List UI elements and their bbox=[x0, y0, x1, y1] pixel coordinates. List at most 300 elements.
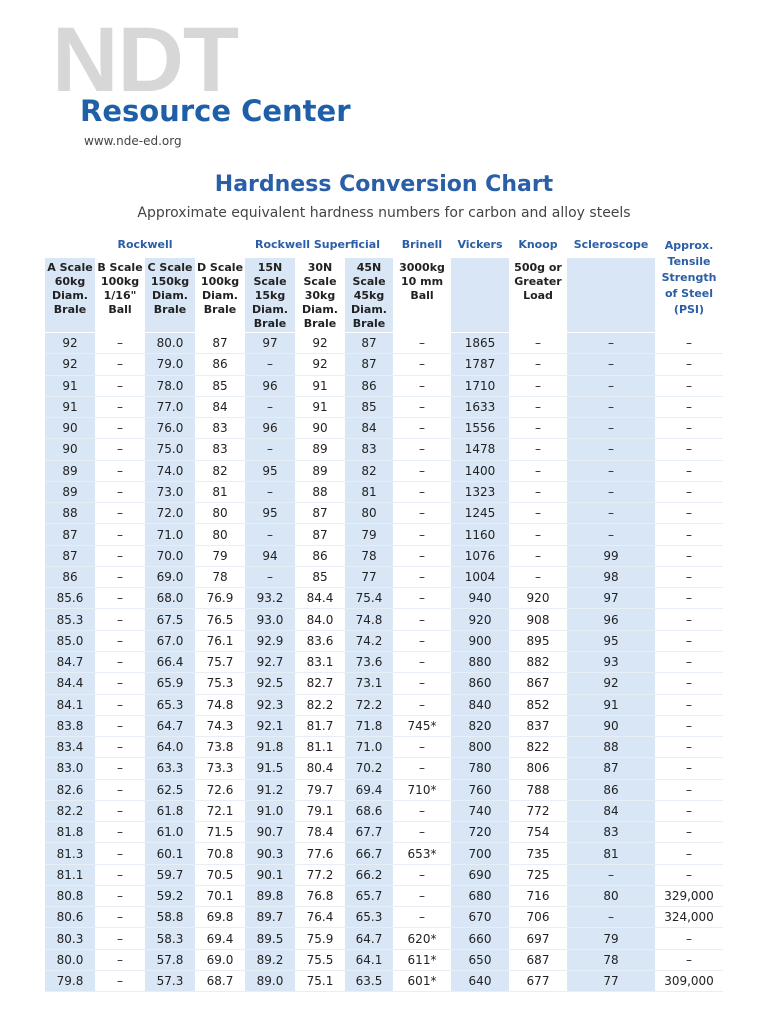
table-row bbox=[45, 566, 723, 587]
table-cell: 87 bbox=[45, 524, 95, 545]
col-header-45n-scale: 45N Scale 45kg Diam. Brale bbox=[345, 258, 393, 332]
table-row bbox=[45, 779, 723, 800]
table-cell: 81 bbox=[345, 481, 393, 502]
table-cell: 77.6 bbox=[295, 843, 345, 864]
table-cell: 611* bbox=[393, 949, 451, 970]
table-row bbox=[45, 737, 723, 758]
table-cell: – bbox=[393, 460, 451, 481]
table-cell: 96 bbox=[245, 418, 295, 439]
table-cell: 69.4 bbox=[345, 779, 393, 800]
table-cell: – bbox=[509, 333, 567, 354]
table-cell: – bbox=[509, 566, 567, 587]
table-row bbox=[45, 460, 723, 481]
table-cell: 58.8 bbox=[145, 907, 195, 928]
table-cell: – bbox=[509, 375, 567, 396]
table-cell: 83 bbox=[195, 418, 245, 439]
table-cell: 78 bbox=[567, 949, 655, 970]
table-cell: 754 bbox=[509, 822, 567, 843]
table-cell: – bbox=[95, 737, 145, 758]
table-cell: 82.7 bbox=[295, 673, 345, 694]
table-cell: 78.4 bbox=[295, 822, 345, 843]
table-cell: 697 bbox=[509, 928, 567, 949]
table-cell: – bbox=[95, 694, 145, 715]
table-cell: 79.8 bbox=[45, 970, 95, 991]
table-cell: 64.0 bbox=[145, 737, 195, 758]
table-cell: 83 bbox=[567, 822, 655, 843]
table-cell: 72.0 bbox=[145, 503, 195, 524]
table-cell: 88 bbox=[295, 481, 345, 502]
table-cell: – bbox=[95, 651, 145, 672]
table-cell: 87 bbox=[45, 545, 95, 566]
table-cell: 70.2 bbox=[345, 758, 393, 779]
table-cell: 81.8 bbox=[45, 822, 95, 843]
table-cell: 84.7 bbox=[45, 651, 95, 672]
group-rockwell-superficial: Rockwell Superficial bbox=[254, 238, 380, 251]
table-cell: – bbox=[95, 439, 145, 460]
table-cell: 86 bbox=[295, 545, 345, 566]
table-row bbox=[45, 418, 723, 439]
table-cell: 92 bbox=[295, 333, 345, 354]
table-cell: 1323 bbox=[451, 481, 509, 502]
table-cell: 85.6 bbox=[45, 588, 95, 609]
table-cell: 85.0 bbox=[45, 630, 95, 651]
table-cell: 860 bbox=[451, 673, 509, 694]
table-cell: 89 bbox=[45, 481, 95, 502]
table-cell: 1400 bbox=[451, 460, 509, 481]
table-cell: 74.8 bbox=[345, 609, 393, 630]
table-cell: 77.2 bbox=[295, 864, 345, 885]
table-cell: 83 bbox=[195, 439, 245, 460]
table-cell: – bbox=[393, 375, 451, 396]
table-cell: 1160 bbox=[451, 524, 509, 545]
table-row bbox=[45, 481, 723, 502]
table-cell: 745* bbox=[393, 715, 451, 736]
table-cell: – bbox=[655, 758, 723, 779]
table-cell: 81 bbox=[195, 481, 245, 502]
table-cell: 77 bbox=[345, 566, 393, 587]
table-cell: – bbox=[655, 333, 723, 354]
table-cell: – bbox=[95, 375, 145, 396]
table-cell: 90 bbox=[295, 418, 345, 439]
table-cell: 93 bbox=[567, 651, 655, 672]
table-cell: 85 bbox=[295, 566, 345, 587]
group-brinell: Brinell bbox=[401, 238, 443, 251]
table-cell: 91.2 bbox=[245, 779, 295, 800]
table-cell: 1710 bbox=[451, 375, 509, 396]
table-cell: 98 bbox=[567, 566, 655, 587]
table-cell: 92.3 bbox=[245, 694, 295, 715]
table-cell: 80.6 bbox=[45, 907, 95, 928]
table-cell: – bbox=[655, 566, 723, 587]
table-cell: 79 bbox=[345, 524, 393, 545]
table-cell: 69.8 bbox=[195, 907, 245, 928]
table-row bbox=[45, 545, 723, 566]
table-cell: 75.1 bbox=[295, 970, 345, 991]
table-cell: 79 bbox=[567, 928, 655, 949]
table-row bbox=[45, 503, 723, 524]
table-cell: 690 bbox=[451, 864, 509, 885]
table-cell: 80.8 bbox=[45, 885, 95, 906]
table-cell: – bbox=[245, 439, 295, 460]
table-row bbox=[45, 396, 723, 417]
site-url[interactable]: www.nde-ed.org bbox=[84, 134, 182, 148]
table-cell: 66.7 bbox=[345, 843, 393, 864]
table-cell: 80 bbox=[195, 503, 245, 524]
table-cell: 90 bbox=[567, 715, 655, 736]
table-cell: 837 bbox=[509, 715, 567, 736]
table-cell: – bbox=[567, 354, 655, 375]
table-cell: 75.9 bbox=[295, 928, 345, 949]
table-cell: 64.7 bbox=[145, 715, 195, 736]
table-cell: – bbox=[95, 481, 145, 502]
col-header-scleroscope bbox=[567, 258, 655, 332]
table-cell: 92 bbox=[567, 673, 655, 694]
table-cell: – bbox=[95, 949, 145, 970]
table-cell: – bbox=[655, 418, 723, 439]
table-cell: 1865 bbox=[451, 333, 509, 354]
table-cell: 86 bbox=[345, 375, 393, 396]
table-cell: – bbox=[655, 630, 723, 651]
table-cell: 83.6 bbox=[295, 630, 345, 651]
table-cell: 84.1 bbox=[45, 694, 95, 715]
table-cell: 68.0 bbox=[145, 588, 195, 609]
table-cell: 60.1 bbox=[145, 843, 195, 864]
table-cell: 73.0 bbox=[145, 481, 195, 502]
hardness-table bbox=[45, 333, 723, 992]
table-cell: 1004 bbox=[451, 566, 509, 587]
table-cell: – bbox=[95, 460, 145, 481]
table-cell: 1478 bbox=[451, 439, 509, 460]
table-cell: 83.0 bbox=[45, 758, 95, 779]
table-cell: 75.4 bbox=[345, 588, 393, 609]
table-cell: 720 bbox=[451, 822, 509, 843]
table-cell: – bbox=[567, 907, 655, 928]
table-cell: – bbox=[655, 822, 723, 843]
table-cell: 840 bbox=[451, 694, 509, 715]
table-cell: – bbox=[655, 673, 723, 694]
table-cell: – bbox=[567, 375, 655, 396]
table-cell: – bbox=[393, 630, 451, 651]
table-cell: 67.0 bbox=[145, 630, 195, 651]
table-cell: 89.5 bbox=[245, 928, 295, 949]
table-row bbox=[45, 758, 723, 779]
table-cell: – bbox=[95, 715, 145, 736]
table-cell: 86 bbox=[45, 566, 95, 587]
table-cell: 80.0 bbox=[45, 949, 95, 970]
table-cell: 92.1 bbox=[245, 715, 295, 736]
table-cell: 72.2 bbox=[345, 694, 393, 715]
table-cell: 73.1 bbox=[345, 673, 393, 694]
table-cell: 81.3 bbox=[45, 843, 95, 864]
table-cell: – bbox=[95, 779, 145, 800]
table-cell: 650 bbox=[451, 949, 509, 970]
table-cell: 68.6 bbox=[345, 800, 393, 821]
table-cell: 57.8 bbox=[145, 949, 195, 970]
table-cell: 96 bbox=[245, 375, 295, 396]
table-cell: 620* bbox=[393, 928, 451, 949]
table-cell: – bbox=[393, 822, 451, 843]
table-cell: 97 bbox=[567, 588, 655, 609]
table-cell: 82 bbox=[345, 460, 393, 481]
table-cell: 710* bbox=[393, 779, 451, 800]
table-cell: – bbox=[655, 396, 723, 417]
table-cell: 67.7 bbox=[345, 822, 393, 843]
table-cell: – bbox=[95, 333, 145, 354]
table-cell: 78 bbox=[345, 545, 393, 566]
table-cell: 820 bbox=[451, 715, 509, 736]
table-cell: 92 bbox=[45, 333, 95, 354]
table-cell: 806 bbox=[509, 758, 567, 779]
table-cell: 79.7 bbox=[295, 779, 345, 800]
table-row bbox=[45, 588, 723, 609]
group-scleroscope: Scleroscope bbox=[573, 238, 649, 251]
table-cell: 867 bbox=[509, 673, 567, 694]
table-cell: – bbox=[655, 864, 723, 885]
table-cell: 90.1 bbox=[245, 864, 295, 885]
table-cell: 800 bbox=[451, 737, 509, 758]
table-row bbox=[45, 354, 723, 375]
table-cell: – bbox=[655, 503, 723, 524]
table-cell: 81 bbox=[567, 843, 655, 864]
table-cell: 89 bbox=[295, 460, 345, 481]
table-cell: 65.3 bbox=[345, 907, 393, 928]
table-cell: – bbox=[95, 673, 145, 694]
table-cell: 80 bbox=[195, 524, 245, 545]
table-cell: – bbox=[655, 928, 723, 949]
table-cell: 90 bbox=[45, 439, 95, 460]
table-cell: 84 bbox=[567, 800, 655, 821]
table-cell: 65.7 bbox=[345, 885, 393, 906]
group-rockwell: Rockwell bbox=[117, 238, 173, 251]
table-cell: – bbox=[655, 800, 723, 821]
table-cell: 687 bbox=[509, 949, 567, 970]
table-cell: 68.7 bbox=[195, 970, 245, 991]
table-cell: 87 bbox=[295, 524, 345, 545]
table-cell: 88 bbox=[45, 503, 95, 524]
table-row bbox=[45, 524, 723, 545]
table-cell: 93.2 bbox=[245, 588, 295, 609]
table-cell: 91 bbox=[295, 396, 345, 417]
table-cell: 91.0 bbox=[245, 800, 295, 821]
table-cell: – bbox=[567, 396, 655, 417]
table-cell: 88 bbox=[567, 737, 655, 758]
col-header-d-scale: D Scale 100kg Diam. Brale bbox=[196, 261, 244, 316]
col-header-vickers bbox=[451, 258, 509, 332]
table-cell: 57.3 bbox=[145, 970, 195, 991]
table-cell: 74.2 bbox=[345, 630, 393, 651]
table-cell: – bbox=[509, 524, 567, 545]
table-cell: – bbox=[95, 928, 145, 949]
table-cell: – bbox=[655, 609, 723, 630]
table-cell: 80.0 bbox=[145, 333, 195, 354]
table-cell: 940 bbox=[451, 588, 509, 609]
table-cell: 76.5 bbox=[195, 609, 245, 630]
table-cell: 99 bbox=[567, 545, 655, 566]
table-row bbox=[45, 439, 723, 460]
table-cell: 95 bbox=[245, 503, 295, 524]
table-cell: – bbox=[567, 418, 655, 439]
table-cell: 87 bbox=[345, 354, 393, 375]
table-cell: – bbox=[393, 566, 451, 587]
col-header-a-scale: A Scale 60kg Diam. Brale bbox=[45, 258, 95, 332]
table-cell: – bbox=[393, 609, 451, 630]
table-cell: 77.0 bbox=[145, 396, 195, 417]
table-cell: 83 bbox=[345, 439, 393, 460]
table-cell: 93.0 bbox=[245, 609, 295, 630]
table-cell: 920 bbox=[509, 588, 567, 609]
table-cell: 70.8 bbox=[195, 843, 245, 864]
table-cell: – bbox=[655, 460, 723, 481]
table-cell: 900 bbox=[451, 630, 509, 651]
table-cell: – bbox=[509, 503, 567, 524]
table-cell: 74.8 bbox=[195, 694, 245, 715]
table-cell: – bbox=[393, 354, 451, 375]
table-cell: 76.4 bbox=[295, 907, 345, 928]
table-cell: 71.8 bbox=[345, 715, 393, 736]
table-cell: 86 bbox=[567, 779, 655, 800]
table-cell: 96 bbox=[567, 609, 655, 630]
table-cell: 92 bbox=[45, 354, 95, 375]
col-header-knoop: 500g or Greater Load bbox=[514, 261, 562, 302]
table-cell: 85.3 bbox=[45, 609, 95, 630]
table-cell: – bbox=[95, 396, 145, 417]
table-cell: – bbox=[95, 524, 145, 545]
table-cell: 772 bbox=[509, 800, 567, 821]
table-row bbox=[45, 715, 723, 736]
table-cell: 882 bbox=[509, 651, 567, 672]
table-cell: 81.1 bbox=[295, 737, 345, 758]
table-cell: 94 bbox=[245, 545, 295, 566]
table-cell: 601* bbox=[393, 970, 451, 991]
table-cell: – bbox=[567, 481, 655, 502]
table-cell: – bbox=[393, 907, 451, 928]
table-cell: – bbox=[95, 630, 145, 651]
table-cell: 74.3 bbox=[195, 715, 245, 736]
table-cell: – bbox=[95, 609, 145, 630]
table-cell: 81.1 bbox=[45, 864, 95, 885]
table-cell: 92.5 bbox=[245, 673, 295, 694]
table-cell: 880 bbox=[451, 651, 509, 672]
table-cell: 1556 bbox=[451, 418, 509, 439]
table-cell: 64.7 bbox=[345, 928, 393, 949]
table-cell: – bbox=[655, 737, 723, 758]
table-cell: 908 bbox=[509, 609, 567, 630]
table-cell: – bbox=[567, 333, 655, 354]
table-cell: – bbox=[567, 864, 655, 885]
table-cell: – bbox=[655, 843, 723, 864]
table-cell: 80.3 bbox=[45, 928, 95, 949]
table-cell: – bbox=[393, 673, 451, 694]
table-cell: 1076 bbox=[451, 545, 509, 566]
table-cell: – bbox=[655, 481, 723, 502]
table-cell: 79.1 bbox=[295, 800, 345, 821]
table-cell: 725 bbox=[509, 864, 567, 885]
table-cell: 92.7 bbox=[245, 651, 295, 672]
table-row bbox=[45, 907, 723, 928]
table-cell: 84.0 bbox=[295, 609, 345, 630]
table-cell: 760 bbox=[451, 779, 509, 800]
table-row bbox=[45, 651, 723, 672]
table-cell: 89.8 bbox=[245, 885, 295, 906]
table-cell: 72.1 bbox=[195, 800, 245, 821]
table-cell: – bbox=[95, 864, 145, 885]
table-cell: 90.3 bbox=[245, 843, 295, 864]
table-cell: 700 bbox=[451, 843, 509, 864]
table-cell: 77 bbox=[567, 970, 655, 991]
table-cell: – bbox=[95, 588, 145, 609]
table-cell: 780 bbox=[451, 758, 509, 779]
table-cell: 74.0 bbox=[145, 460, 195, 481]
table-cell: – bbox=[509, 354, 567, 375]
table-cell: – bbox=[655, 949, 723, 970]
table-cell: – bbox=[245, 354, 295, 375]
table-cell: – bbox=[393, 524, 451, 545]
table-cell: 83.8 bbox=[45, 715, 95, 736]
table-cell: – bbox=[567, 503, 655, 524]
table-cell: – bbox=[655, 779, 723, 800]
table-cell: 84 bbox=[195, 396, 245, 417]
page-title: Hardness Conversion Chart bbox=[214, 172, 554, 197]
table-cell: – bbox=[655, 694, 723, 715]
table-cell: – bbox=[95, 885, 145, 906]
table-cell: – bbox=[95, 970, 145, 991]
table-cell: 91 bbox=[45, 375, 95, 396]
logo-ndt-text: NDT bbox=[52, 9, 239, 111]
table-cell: – bbox=[509, 460, 567, 481]
table-cell: 76.1 bbox=[195, 630, 245, 651]
table-cell: – bbox=[95, 907, 145, 928]
table-cell: 87 bbox=[567, 758, 655, 779]
table-cell: 66.4 bbox=[145, 651, 195, 672]
table-cell: 84.4 bbox=[295, 588, 345, 609]
table-cell: – bbox=[393, 396, 451, 417]
table-cell: 895 bbox=[509, 630, 567, 651]
table-cell: 735 bbox=[509, 843, 567, 864]
group-vickers: Vickers bbox=[457, 238, 503, 251]
table-cell: 69.0 bbox=[145, 566, 195, 587]
logo bbox=[52, 9, 412, 158]
table-cell: – bbox=[567, 439, 655, 460]
table-cell: – bbox=[655, 545, 723, 566]
table-row bbox=[45, 928, 723, 949]
table-cell: 62.5 bbox=[145, 779, 195, 800]
table-cell: – bbox=[95, 545, 145, 566]
table-cell: 82.2 bbox=[295, 694, 345, 715]
table-cell: 61.0 bbox=[145, 822, 195, 843]
table-cell: 680 bbox=[451, 885, 509, 906]
table-cell: 90.7 bbox=[245, 822, 295, 843]
table-cell: – bbox=[95, 566, 145, 587]
table-cell: – bbox=[95, 354, 145, 375]
table-cell: – bbox=[567, 524, 655, 545]
table-row bbox=[45, 843, 723, 864]
table-cell: 75.5 bbox=[295, 949, 345, 970]
table-cell: 89.2 bbox=[245, 949, 295, 970]
table-cell: 73.6 bbox=[345, 651, 393, 672]
table-cell: – bbox=[655, 715, 723, 736]
table-row bbox=[45, 333, 723, 354]
table-cell: 82 bbox=[195, 460, 245, 481]
table-cell: 89 bbox=[45, 460, 95, 481]
table-cell: 90 bbox=[45, 418, 95, 439]
table-cell: 640 bbox=[451, 970, 509, 991]
table-cell: 91 bbox=[45, 396, 95, 417]
col-header-c-scale: C Scale 150kg Diam. Brale bbox=[145, 258, 195, 332]
table-cell: 87 bbox=[195, 333, 245, 354]
table-cell: 76.8 bbox=[295, 885, 345, 906]
table-row bbox=[45, 673, 723, 694]
table-cell: 79.0 bbox=[145, 354, 195, 375]
